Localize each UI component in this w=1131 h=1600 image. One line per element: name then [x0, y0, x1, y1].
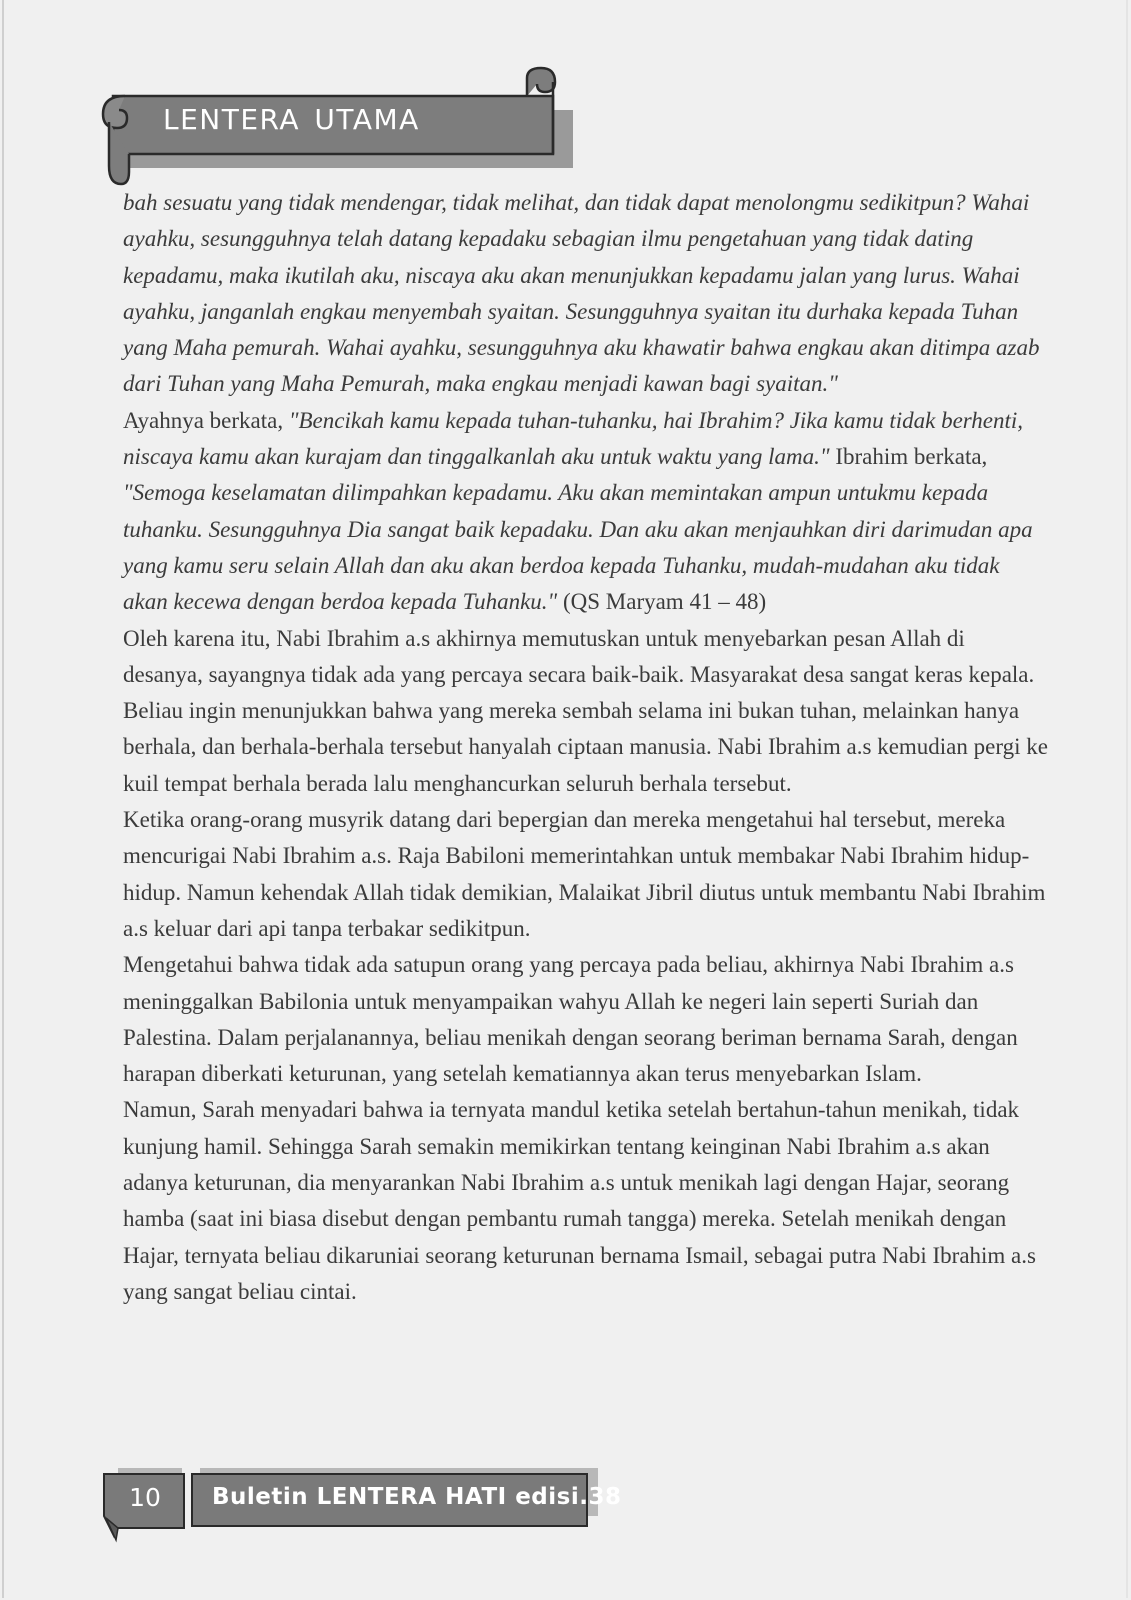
paragraph-5: Mengetahui bahwa tidak ada satupun orang yang percaya pada beliau, akhirnya Nabi Ibrahim a.s meninggalkan Babilonia untuk menyampaikan wahyu Allah ke negeri lain seperti Suriah dan Palestina. Dalam perjalanannya, beliau menikah dengan seorang beriman bernama Sarah, dengan harapan diberkati keturunan, yang setelah kematiannya akan terus menyebarkan Islam.	[123, 952, 1018, 1087]
page-number: 10	[129, 1483, 161, 1512]
dialogue-lead: Ayahnya berkata,	[123, 407, 289, 433]
paragraph-3: Oleh karena itu, Nabi Ibrahim a.s akhirnya memutuskan untuk menyebarkan pesan Allah di desanya, sayangnya tidak ada yang percaya secara baik-baik. Masyarakat desa sangat keras kepala. Beliau ingin menunjukkan bahwa yang mereka sembah selama ini bukan tuhan, melainkan hanya berhala, dan berhala-berhala tersebut hanyalah ciptaan manusia. Nabi Ibrahim a.s kemudian pergi ke kuil tempat berhala berada lalu menghancurkan seluruh berhala tersebut.	[123, 625, 1048, 796]
paragraph-quote-continuation	[123, 185, 1048, 403]
father-quote: "Bencikah kamu kepada tuhan-tuhanku, hai Ibrahim? Jika kamu tidak berhenti, niscaya kamu akan kurajam dan tinggalkanlah aku untuk waktu yang lama."	[123, 407, 1024, 470]
paragraph-dialogue	[123, 403, 1048, 621]
italic-quote: bah sesuatu yang tidak mendengar, tidak melihat, dan tidak dapat menolongmu sedikitpun? Wahai ayahku, sesungguhnya telah datang kepadaku sebagian ilmu pengetahuan yang tidak dating kepadamu, maka ikutilah aku, niscaya aku akan menunjukkan kepadamu jalan yang lurus. Wahai ayahku, janganlah engkau menyembah syaitan. Sesungguhnya syaitan itu durhaka kepada Tuhan yang Maha pemurah. Wahai ayahku, sesungguhnya aku khawatir bahwa engkau akan ditimpa azab dari Tuhan yang Maha Pemurah, maka engkau menjadi kawan bagi syaitan."	[123, 190, 1040, 397]
section-banner	[95, 66, 575, 196]
ibrahim-quote: "Semoga keselamatan dilimpahkan kepadamu. Aku akan memintakan ampun untukmu kepada tuhanku. Sesungguhnya Dia sangat baik kepadaku. Dan aku akan menjauhkan diri darimudan apa yang kamu seru selain Allah dan aku akan berdoa kepada Tuhanku, mudah-mudahan aku tidak akan kecewa dengan berdoa kepada Tuhanku."	[123, 480, 1033, 615]
quran-citation: (QS Maryam 41 – 48)	[557, 589, 767, 615]
dialogue-mid: Ibrahim berkata,	[829, 444, 988, 470]
paragraph-6: Namun, Sarah menyadari bahwa ia ternyata mandul ketika setelah bertahun-tahun menikah, tidak kunjung hamil. Sehingga Sarah semakin memikirkan tentang keinginan Nabi Ibrahim a.s akan adanya keturunan, dia menyarankan Nabi Ibrahim a.s untuk menikah lagi dengan Hajar, seorang hamba (saat ini biasa disebut dengan pembantu rumah tangga) mereka. Setelah menikah dengan Hajar, ternyata beliau dikaruniai seorang keturunan bernama Ismail, sebagai putra Nabi Ibrahim a.s yang sangat beliau cintai.	[123, 1097, 1036, 1304]
page-footer	[100, 1468, 620, 1548]
publication-label: Buletin LENTERA HATI edisi.38	[212, 1484, 622, 1510]
section-title: LENTERA UTAMA	[163, 103, 420, 136]
paragraph-4: Ketika orang-orang musyrik datang dari bepergian dan mereka mengetahui hal tersebut, mereka mencurigai Nabi Ibrahim a.s. Raja Babiloni memerintahkan untuk membakar Nabi Ibrahim hidup-hidup. Namun kehendak Allah tidak demikian, Malaikat Jibril diutus untuk membantu Nabi Ibrahim a.s keluar dari api tanpa terbakar sedikitpun.	[123, 807, 1046, 941]
article-body	[123, 185, 1048, 1310]
